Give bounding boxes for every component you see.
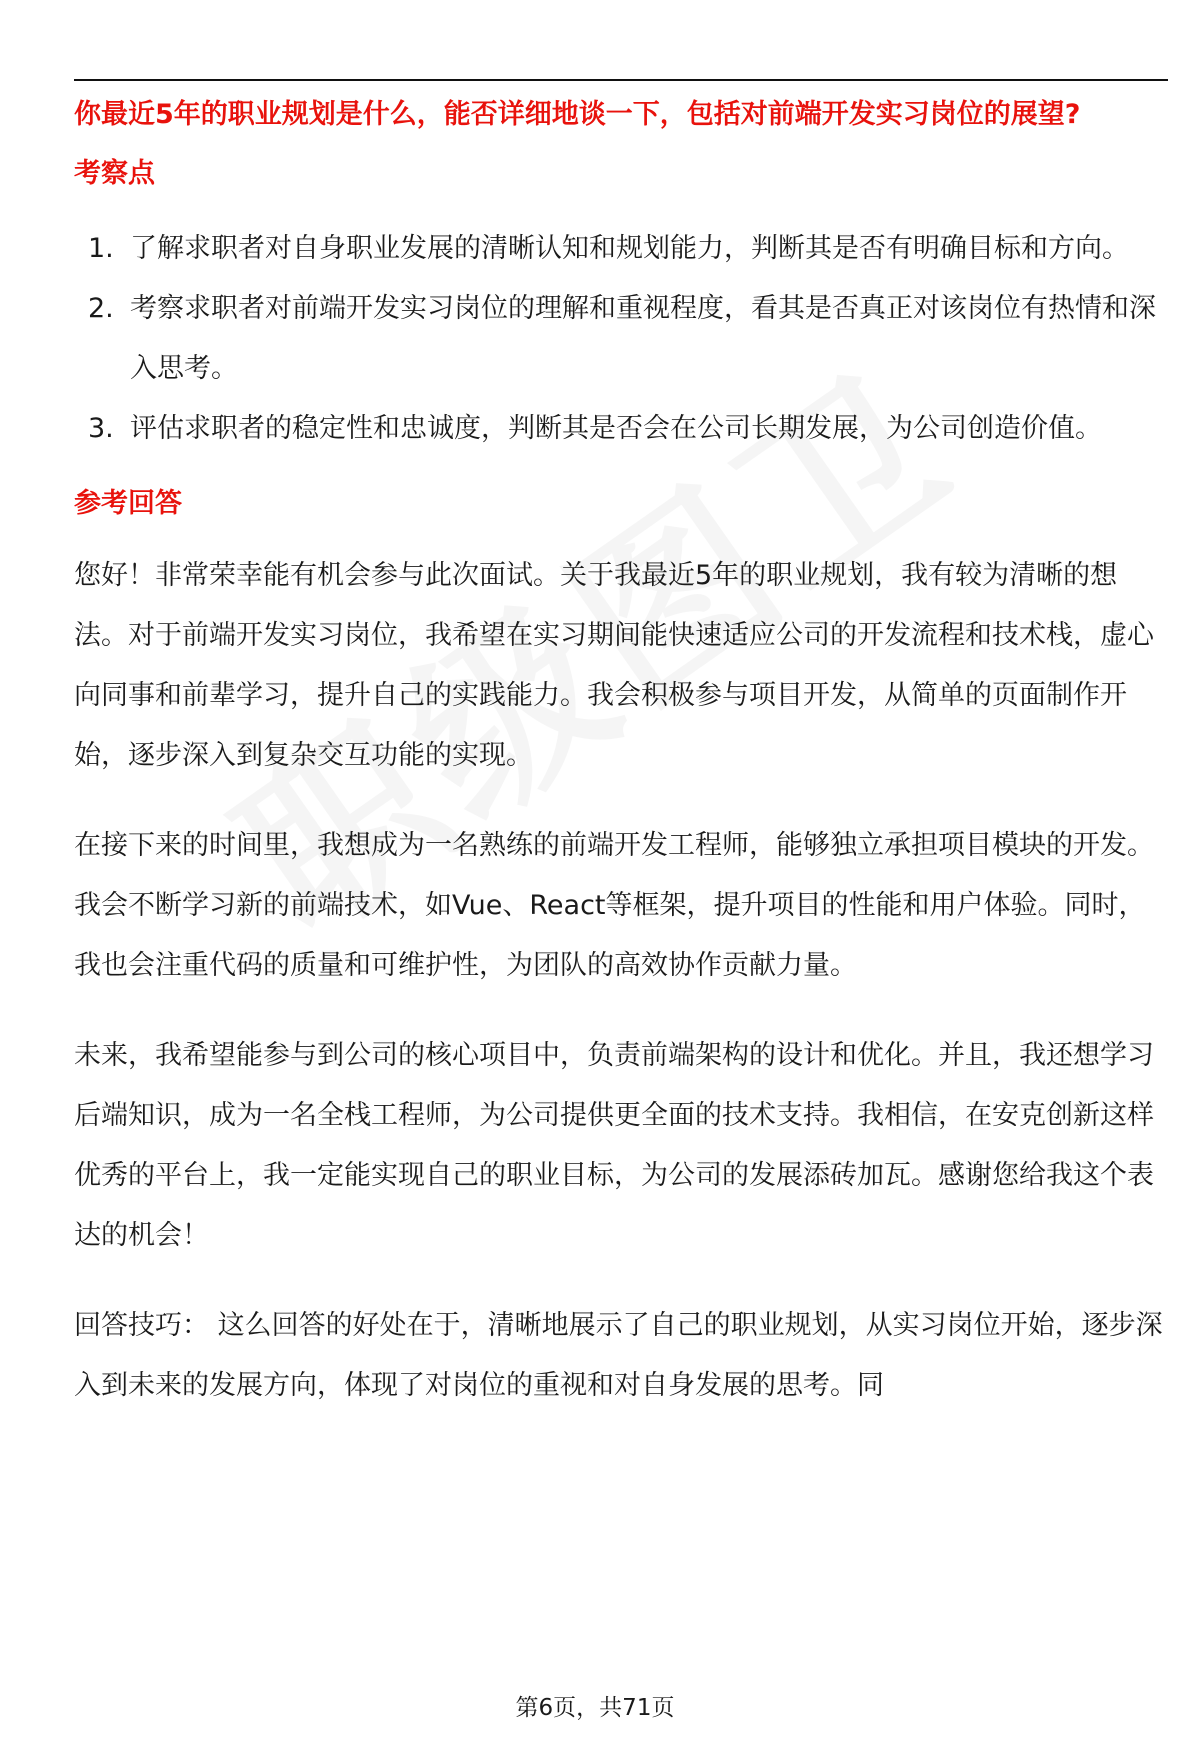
list-item [74, 399, 1168, 459]
page-number: 第6页，共71页 [515, 1695, 675, 1721]
list-number: 1. [88, 233, 114, 264]
points-list [74, 219, 1168, 459]
list-item-text: 考察求职者对前端开发实习岗位的理解和重视程度，看其是否真正对该岗位有热情和深入思考。 [130, 293, 1156, 384]
page-content [74, 96, 1168, 1416]
question-title: 你最近5年的职业规划是什么，能否详细地谈一下，包括对前端开发实习岗位的展望? [74, 99, 1081, 130]
points-heading: 考察点 [74, 158, 155, 189]
tips-paragraph: 回答技巧： 这么回答的好处在于，清晰地展示了自己的职业规划，从实习岗位开始，逐步深入到未来的发展方向，体现了对岗位的重视和对自身发展的思考。同 [74, 1310, 1163, 1401]
list-item-text: 了解求职者对自身职业发展的清晰认知和规划能力，判断其是否有明确目标和方向。 [130, 233, 1129, 264]
list-number: 2. [88, 293, 114, 324]
answer-paragraph: 在接下来的时间里，我想成为一名熟练的前端开发工程师，能够独立承担项目模块的开发。我会不断学习新的前端技术，如Vue、React等框架，提升项目的性能和用户体验。同时，我也会注重代码的质量和可维护性，为团队的高效协作贡献力量。 [74, 830, 1154, 981]
answer-paragraph: 您好！非常荣幸能有机会参与此次面试。关于我最近5年的职业规划，我有较为清晰的想法。对于前端开发实习岗位，我希望在实习期间能快速适应公司的开发流程和技术栈，虚心向同事和前辈学习，提升自己的实践能力。我会积极参与项目开发，从简单的页面制作开始，逐步深入到复杂交互功能的实现。 [74, 560, 1154, 771]
list-number: 3. [88, 413, 114, 444]
list-item [74, 279, 1168, 399]
list-item [74, 219, 1168, 279]
list-item-text: 评估求职者的稳定性和忠诚度，判断其是否会在公司长期发展，为公司创造价值。 [130, 413, 1102, 444]
answer-heading: 参考回答 [74, 488, 182, 519]
header-rule [74, 79, 1168, 81]
answer-paragraph: 未来，我希望能参与到公司的核心项目中，负责前端架构的设计和优化。并且，我还想学习后端知识，成为一名全栈工程师，为公司提供更全面的技术支持。我相信，在安克创新这样优秀的平台上，我一定能实现自己的职业目标，为公司的发展添砖加瓦。感谢您给我这个表达的机会！ [74, 1040, 1154, 1251]
